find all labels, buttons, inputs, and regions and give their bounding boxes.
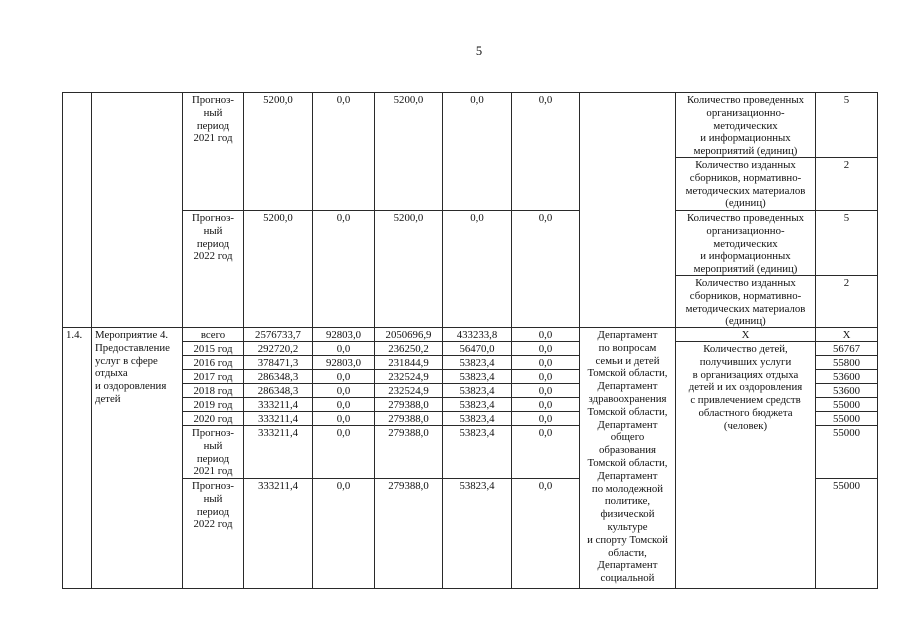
period-cell: Прогноз- ный период 2021 год	[182, 92, 244, 211]
amount-source-1-cell: 92803,0	[312, 355, 375, 370]
amount-source-4-cell: 0,0	[511, 92, 580, 211]
amount-source-4-cell: 0,0	[511, 397, 580, 412]
indicator-value-cell: 55000	[815, 397, 878, 412]
period-cell: всего	[182, 327, 244, 342]
period-cell: Прогноз- ный период 2021 год	[182, 425, 244, 479]
amount-total-cell: 333211,4	[243, 411, 313, 426]
amount-source-4-cell: 0,0	[511, 210, 580, 328]
amount-total-cell: 286348,3	[243, 383, 313, 398]
indicator-value-cell: 5	[815, 210, 878, 276]
measure-title-cell: Мероприятие 4. Предоставление услуг в сфере отдыха и оздоровления детей	[91, 327, 183, 589]
amount-source-1-cell: 0,0	[312, 210, 375, 328]
period-cell: Прогноз- ный период 2022 год	[182, 478, 244, 589]
indicator-value-cell: X	[815, 327, 878, 342]
amount-total-cell: 378471,3	[243, 355, 313, 370]
period-cell: Прогноз- ный период 2022 год	[182, 210, 244, 328]
amount-source-1-cell: 0,0	[312, 341, 375, 356]
amount-source-4-cell: 0,0	[511, 327, 580, 342]
amount-source-1-cell: 0,0	[312, 425, 375, 479]
amount-total-cell: 333211,4	[243, 425, 313, 479]
amount-source-4-cell: 0,0	[511, 355, 580, 370]
amount-source-3-cell: 53823,4	[442, 411, 512, 426]
indicator-value-cell: 2	[815, 157, 878, 211]
page-number: 5	[475, 44, 483, 58]
period-cell: 2019 год	[182, 397, 244, 412]
indicator-name-cell: Количество изданных сборников, нормативно- методических материалов (единиц)	[675, 157, 816, 211]
amount-source-3-cell: 53823,4	[442, 369, 512, 384]
amount-source-4-cell: 0,0	[511, 411, 580, 426]
amount-source-2-cell: 5200,0	[374, 210, 443, 328]
period-cell: 2020 год	[182, 411, 244, 426]
amount-total-cell: 286348,3	[243, 369, 313, 384]
indicator-name-cell: Количество проведенных организационно- методических и информационных мероприятий (единиц)	[675, 92, 816, 158]
amount-source-3-cell: 433233,8	[442, 327, 512, 342]
indicator-value-cell: 55000	[815, 478, 878, 589]
indicator-value-cell: 53600	[815, 383, 878, 398]
amount-source-2-cell: 231844,9	[374, 355, 443, 370]
amount-source-2-cell: 279388,0	[374, 478, 443, 589]
period-cell: 2018 год	[182, 383, 244, 398]
amount-total-cell: 292720,2	[243, 341, 313, 356]
amount-source-1-cell: 0,0	[312, 411, 375, 426]
indicator-value-cell: 56767	[815, 341, 878, 356]
amount-source-3-cell: 56470,0	[442, 341, 512, 356]
indicator-value-cell: 55800	[815, 355, 878, 370]
row-number-cell: 1.4.	[62, 327, 92, 589]
indicator-value-cell: 55000	[815, 425, 878, 479]
amount-total-cell: 333211,4	[243, 478, 313, 589]
amount-source-4-cell: 0,0	[511, 425, 580, 479]
amount-source-3-cell: 53823,4	[442, 355, 512, 370]
amount-source-4-cell: 0,0	[511, 478, 580, 589]
amount-source-3-cell: 0,0	[442, 210, 512, 328]
measure-title-cell-empty	[91, 92, 183, 328]
amount-source-3-cell: 0,0	[442, 92, 512, 211]
amount-source-4-cell: 0,0	[511, 369, 580, 384]
amount-source-2-cell: 232524,9	[374, 383, 443, 398]
amount-source-2-cell: 232524,9	[374, 369, 443, 384]
amount-source-4-cell: 0,0	[511, 383, 580, 398]
responsible-cell-empty	[579, 92, 676, 328]
indicator-name-cell: Количество детей, получивших услуги в организациях отдыха детей и их оздоровления с привлечением средств областного бюджета (человек)	[675, 341, 816, 589]
amount-source-3-cell: 53823,4	[442, 478, 512, 589]
amount-source-3-cell: 53823,4	[442, 397, 512, 412]
period-cell: 2015 год	[182, 341, 244, 356]
amount-total-cell: 5200,0	[243, 92, 313, 211]
period-cell: 2016 год	[182, 355, 244, 370]
amount-source-2-cell: 2050696,9	[374, 327, 443, 342]
indicator-value-cell: 53600	[815, 369, 878, 384]
amount-total-cell: 333211,4	[243, 397, 313, 412]
amount-source-2-cell: 236250,2	[374, 341, 443, 356]
amount-source-3-cell: 53823,4	[442, 425, 512, 479]
amount-source-4-cell: 0,0	[511, 341, 580, 356]
responsible-cell: Департамент по вопросам семьи и детей Томской области, Департамент здравоохранения Томской области, Департамент общего образования Томской области, Департамент по молодежной политике, физической культуре и спорту Томской области, Департамент социальной	[579, 327, 676, 589]
amount-source-2-cell: 279388,0	[374, 397, 443, 412]
amount-source-1-cell: 0,0	[312, 92, 375, 211]
amount-source-1-cell: 92803,0	[312, 327, 375, 342]
period-cell: 2017 год	[182, 369, 244, 384]
amount-source-1-cell: 0,0	[312, 383, 375, 398]
indicator-header-cell: X	[675, 327, 816, 342]
indicator-value-cell: 2	[815, 275, 878, 328]
amount-source-2-cell: 279388,0	[374, 425, 443, 479]
indicator-value-cell: 55000	[815, 411, 878, 426]
amount-total-cell: 2576733,7	[243, 327, 313, 342]
indicator-name-cell: Количество изданных сборников, нормативно- методических материалов (единиц)	[675, 275, 816, 328]
indicator-name-cell: Количество проведенных организационно- методических и информационных мероприятий (единиц)	[675, 210, 816, 276]
indicator-value-cell: 5	[815, 92, 878, 158]
amount-source-1-cell: 0,0	[312, 397, 375, 412]
amount-source-3-cell: 53823,4	[442, 383, 512, 398]
amount-total-cell: 5200,0	[243, 210, 313, 328]
amount-source-1-cell: 0,0	[312, 478, 375, 589]
row-number-cell-empty	[62, 92, 92, 328]
amount-source-2-cell: 5200,0	[374, 92, 443, 211]
amount-source-1-cell: 0,0	[312, 369, 375, 384]
amount-source-2-cell: 279388,0	[374, 411, 443, 426]
